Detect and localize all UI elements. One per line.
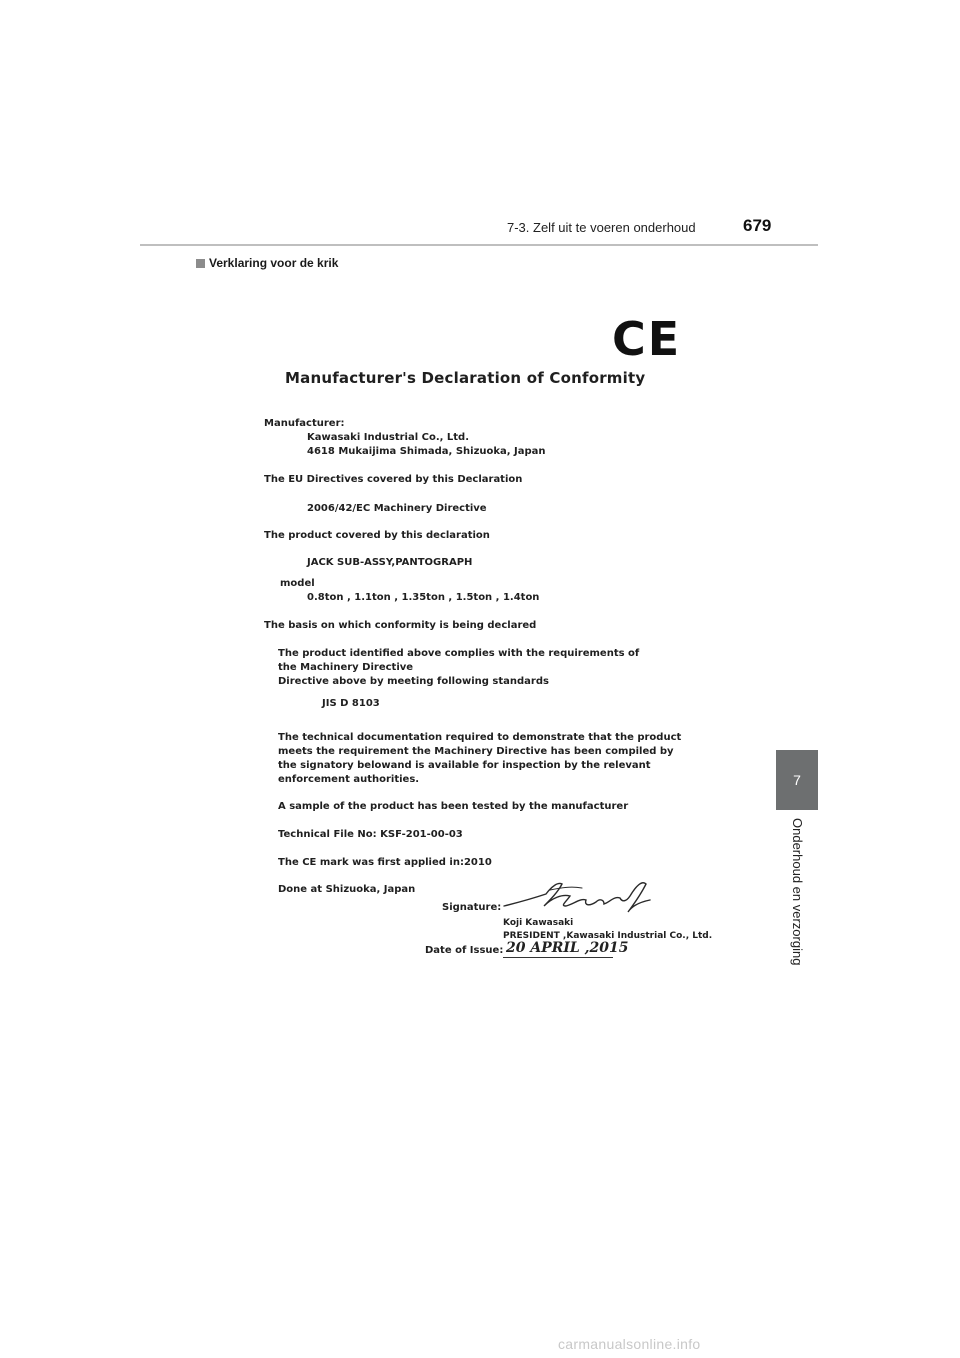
date-label: Date of Issue: — [425, 945, 504, 956]
directive: 2006/42/EC Machinery Directive — [307, 503, 487, 514]
standard: JIS D 8103 — [322, 698, 380, 709]
page-number: 679 — [743, 216, 772, 235]
product-label: The product covered by this declaration — [264, 530, 490, 541]
chapter-title: Onderhoud en verzorging — [790, 818, 805, 966]
chapter-tab — [776, 750, 818, 810]
model-label: model — [280, 578, 315, 589]
section-heading — [196, 256, 338, 270]
tech-doc-line-1: The technical documentation required to demonstrate that the product — [278, 732, 682, 743]
running-header-section: 7-3. Zelf uit te voeren onderhoud — [507, 220, 696, 235]
tech-doc-line-3: the signatory belowand is available for inspection by the relevant — [278, 760, 651, 771]
chapter-number: 7 — [793, 772, 801, 788]
basis-line-1: The product identified above complies with the requirements of — [278, 648, 640, 659]
basis-line-3: Directive above by meeting following standards — [278, 676, 549, 687]
signatory-name: Koji Kawasaki — [503, 918, 574, 928]
model-list: 0.8ton , 1.1ton , 1.35ton , 1.5ton , 1.4ton — [307, 592, 540, 603]
header-divider — [140, 244, 818, 246]
tech-doc-line-4: enforcement authorities. — [278, 774, 420, 785]
technical-file: Technical File No: KSF-201-00-03 — [278, 829, 463, 840]
square-bullet-icon — [196, 259, 205, 268]
manufacturer-address: 4618 Mukaijima Shimada, Shizuoka, Japan — [307, 446, 546, 457]
section-heading-text: Verklaring voor de krik — [209, 256, 339, 270]
directives-label: The EU Directives covered by this Declaration — [264, 474, 523, 485]
basis-line-2: the Machinery Directive — [278, 662, 414, 673]
manufacturer-label: Manufacturer: — [264, 418, 345, 429]
handwritten-signature — [500, 876, 660, 920]
signatory-title: PRESIDENT ,Kawasaki Industrial Co., Ltd. — [503, 931, 713, 941]
tech-doc-line-2: meets the requirement the Machinery Directive has been compiled by — [278, 746, 674, 757]
watermark: carmanualsonline.info — [558, 1336, 701, 1352]
done-at: Done at Shizuoka, Japan — [278, 884, 416, 895]
issue-date-underline — [503, 957, 613, 958]
basis-label: The basis on which conformity is being declared — [264, 620, 537, 631]
sample-tested: A sample of the product has been tested by the manufacturer — [278, 801, 629, 812]
signature-label: Signature: — [442, 902, 502, 913]
manufacturer-name: Kawasaki Industrial Co., Ltd. — [307, 432, 470, 443]
declaration-title: Manufacturer's Declaration of Conformity — [285, 369, 646, 387]
ce-mark-logo: CE — [612, 312, 682, 366]
product-name: JACK SUB-ASSY,PANTOGRAPH — [307, 557, 473, 568]
ce-first-applied: The CE mark was first applied in:2010 — [278, 857, 492, 868]
issue-date: 20 APRIL ,2015 — [506, 940, 629, 956]
